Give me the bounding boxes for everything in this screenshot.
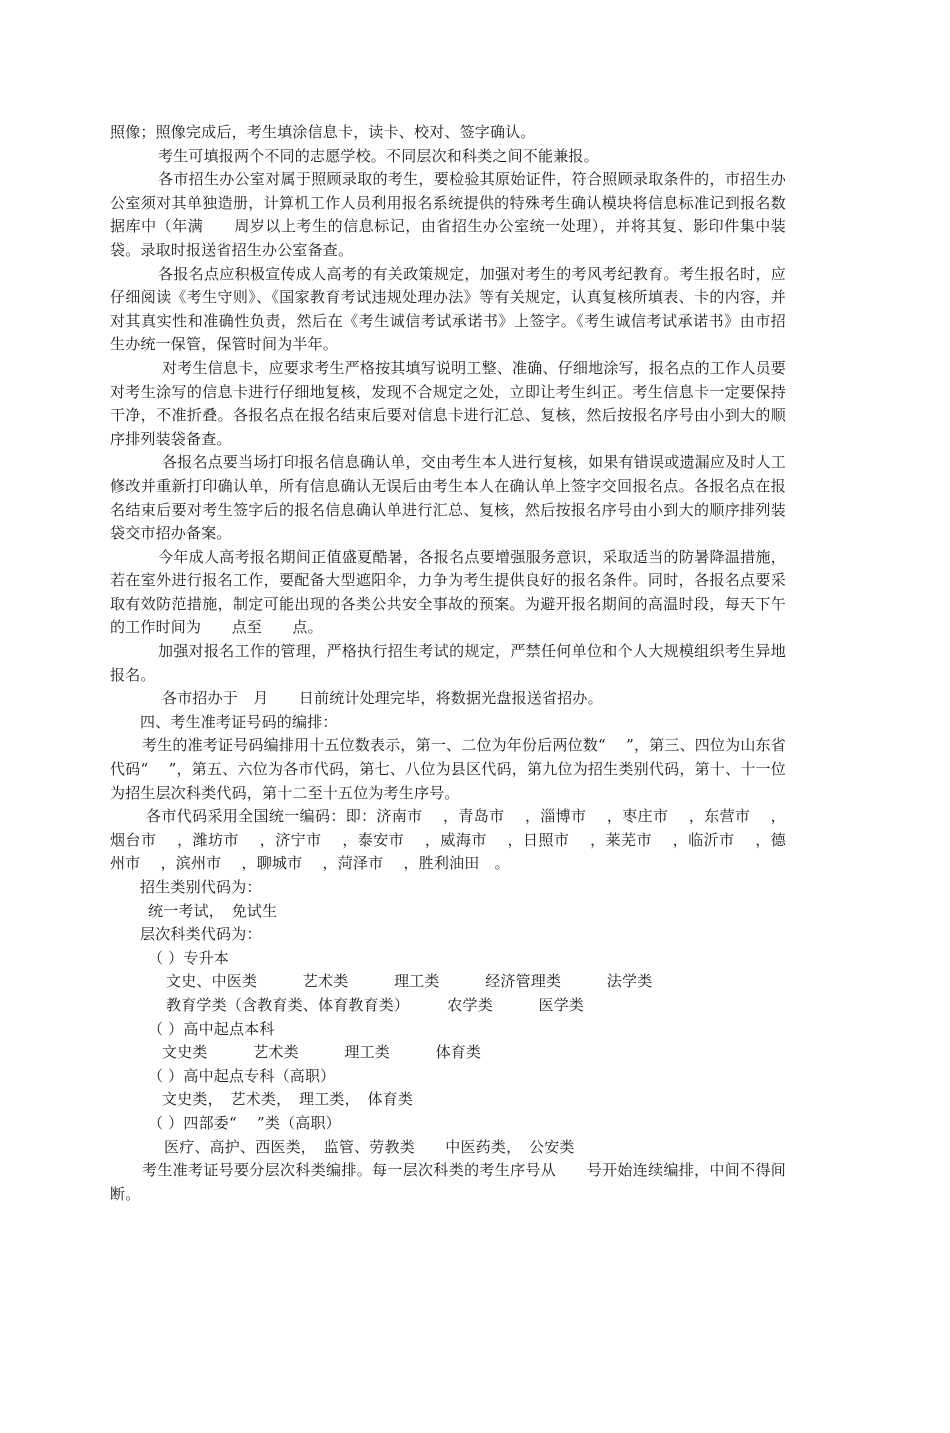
paragraph-9: 各市招办于 月 日前统计处理完毕，将数据光盘报送省招办。 [162, 689, 603, 708]
document-page [110, 121, 786, 1206]
paragraph-7: 今年成人高考报名期间正值盛夏酷暑，各报名点要增强服务意识，采取适当的防暑降温措施，若在室外进行报名工作，要配备大型遮阳伞，力争为考生提供良好的报名条件。同时，各报名点要采取有效防范措施，制定可能出现的各类公共安全事故的预案。为避开报名期间的高温时段，每天下午的工作时间为 点至 点。 [110, 547, 786, 637]
paragraph-6: 各报名点要当场打印报名信息确认单，交由考生本人进行复核，如果有错误或遗漏应及时人工修改并重新打印确认单，所有信息确认无误后由考生本人在确认单上签字交回报名点。各报名点在报名结束后要对考生签字后的报名信息确认单进行汇总、复核，然后按报名序号由小到大的顺序排列装袋交市招办备案。 [110, 453, 786, 543]
gaoqi-zhuanke-list: 文史类， 艺术类， 理工类， 体育类 [162, 1090, 414, 1109]
paragraph-11: 考生的准考证号码编排用十五位数表示，第一、二位为年份后两位数“ ”，第三、四位为山东省代码“ ”，第五、六位为各市代码，第七、八位为县区代码，第九位为招生类别代码，第十、十一位为招生层次科类代码，第十二至十五位为考生序号。 [110, 736, 786, 802]
section-heading-4: 四、考生准考证号码的编排： [140, 712, 338, 731]
zhuanshengben-list-2: 教育学类（含教育类、体育教育类） 农学类 医学类 [166, 995, 585, 1014]
level-zhuanshengben: （ ）专升本 [148, 948, 229, 967]
paragraph-8: 加强对报名工作的管理，严格执行招生考试的规定，严禁任何单位和个人大规模组织考生异地报名。 [110, 642, 786, 684]
zhuanshengben-list-1: 文史、中医类 艺术类 理工类 经济管理类 法学类 [166, 972, 653, 991]
paragraph-3: 各市招生办公室对属于照顾录取的考生，要检验其原始证件，符合照顾录取条件的，市招生办公室须对其单独造册，计算机工作人员利用报名系统提供的特殊考生确认模块将信息标准记到报名数据库中（年满 周岁以上考生的信息标记，由省招生办公室统一处理），并将其复、影印件集中装袋。录取时报送省招生办公室备查。 [110, 170, 786, 259]
enroll-category-list: 统一考试， 免试生 [148, 901, 278, 920]
sibuwei-list: 医疗、高护、西医类， 监管、劳教类 中医药类， 公安类 [164, 1137, 575, 1156]
gaoqi-benke-list: 文史类 艺术类 理工类 体育类 [162, 1043, 482, 1062]
level-sibuwei: （ ）四部委“ ”类（高职） [148, 1113, 341, 1132]
label-level-category: 层次科类代码为： [140, 925, 262, 944]
level-gaoqi-benke: （ ）高中起点本科 [148, 1019, 275, 1038]
paragraph-5: 对考生信息卡，应要求考生严格按其填写说明工整、准确、仔细地涂写，报名点的工作人员要对考生涂写的信息卡进行仔细地复核，发现不合规定之处，立即让考生纠正。考生信息卡一定要保持干净，不准折叠。各报名点在报名结束后要对信息卡进行汇总、复核，然后按报名序号由小到大的顺序排列装袋备查。 [110, 358, 786, 448]
paragraph-1: 照像；照像完成后，考生填涂信息卡，读卡、校对、签字确认。 [110, 123, 536, 141]
paragraph-final: 考生准考证号要分层次科类编排。每一层次科类的考生序号从 号开始连续编排，中间不得间断。 [110, 1161, 786, 1203]
paragraph-12: 各市代码采用全国统一编码：即：济南市 ，青岛市 ，淄博市 ，枣庄市 ，东营市 ，烟台市 ，潍坊市 ，济宁市 ，泰安市 ，威海市 ，日照市 ，莱芜市 ，临沂市 ，德州市 ，滨州市 ，聊城市 ，菏泽市 ，胜利油田 。 [110, 807, 786, 873]
level-gaoqi-zhuanke: （ ）高中起点专科（高职） [148, 1066, 336, 1085]
label-enroll-category: 招生类别代码为： [140, 878, 262, 896]
paragraph-4: 各报名点应积极宣传成人高考的有关政策规定，加强对考生的考风考纪教育。考生报名时，应仔细阅读《考生守则》、《国家教育考试违规处理办法》等有关规定，认真复核所填表、卡的内容，并对其真实性和准确性负责，然后在《考生诚信考试承诺书》上签字。《考生诚信考试承诺书》由市招生办统一保管，保管时间为半年。 [110, 264, 786, 354]
paragraph-2: 考生可填报两个不同的志愿学校。不同层次和科类之间不能兼报。 [158, 146, 599, 165]
